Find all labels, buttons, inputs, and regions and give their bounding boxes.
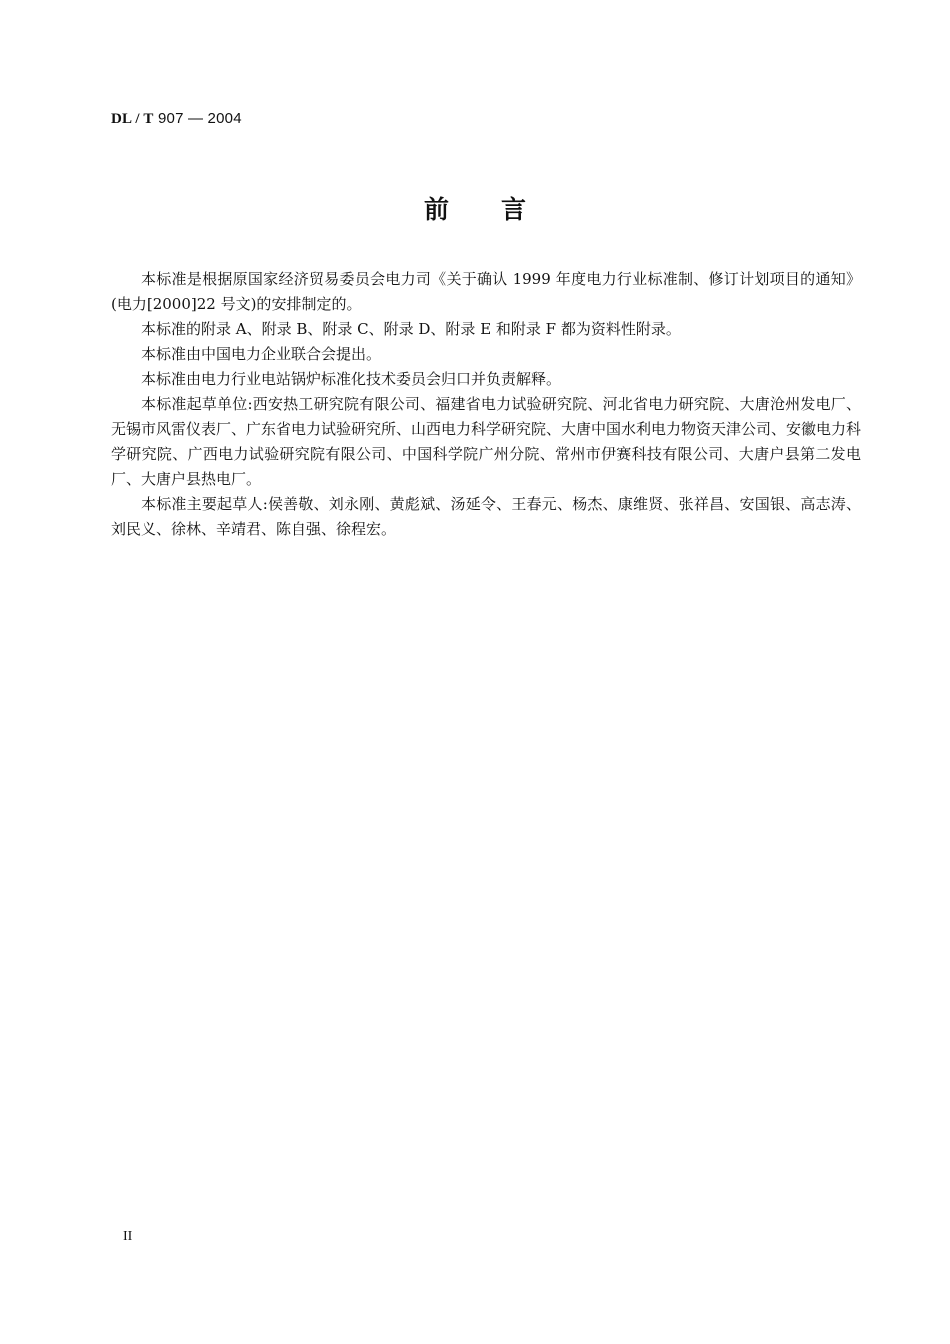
document-code bbox=[111, 110, 242, 128]
paragraph-appendices: 本标准的附录 A、附录 B、附录 C、附录 D、附录 E 和附录 F 都为资料性附录。 bbox=[141, 320, 681, 338]
page-title: 前言 bbox=[423, 195, 578, 224]
foreword-body bbox=[111, 267, 861, 542]
paragraph-drafting-units: 本标准起草单位:西安热工研究院有限公司、福建省电力试验研究院、河北省电力研究院、大唐沧州发电厂、无锡市风雷仪表厂、广东省电力试验研究所、山西电力科学研究院、大唐中国水利电力物资天津公司、安徽电力科学研究院、广西电力试验研究院有限公司、中国科学院广州分院、常州市伊赛科技有限公司、大唐户县第二发电厂、大唐户县热电厂。 bbox=[111, 395, 862, 488]
document-code-number: 907 — 2004 bbox=[158, 110, 242, 127]
document-code-prefix: DL / T bbox=[111, 111, 154, 127]
paragraph-basis: 本标准是根据原国家经济贸易委员会电力司《关于确认 1999 年度电力行业标准制、修订计划项目的通知》(电力[2000]22 号文)的安排制定的。 bbox=[111, 270, 861, 313]
paragraph-drafters: 本标准主要起草人:侯善敬、刘永刚、黄彪斌、汤延令、王春元、杨杰、康维贤、张祥昌、安国银、高志涛、刘民义、徐林、辛靖君、陈自强、徐程宏。 bbox=[111, 495, 861, 538]
page-number: II bbox=[123, 1229, 133, 1244]
paragraph-proposer: 本标准由中国电力企业联合会提出。 bbox=[141, 345, 382, 363]
paragraph-responsibility: 本标准由电力行业电站锅炉标准化技术委员会归口并负责解释。 bbox=[141, 370, 562, 388]
